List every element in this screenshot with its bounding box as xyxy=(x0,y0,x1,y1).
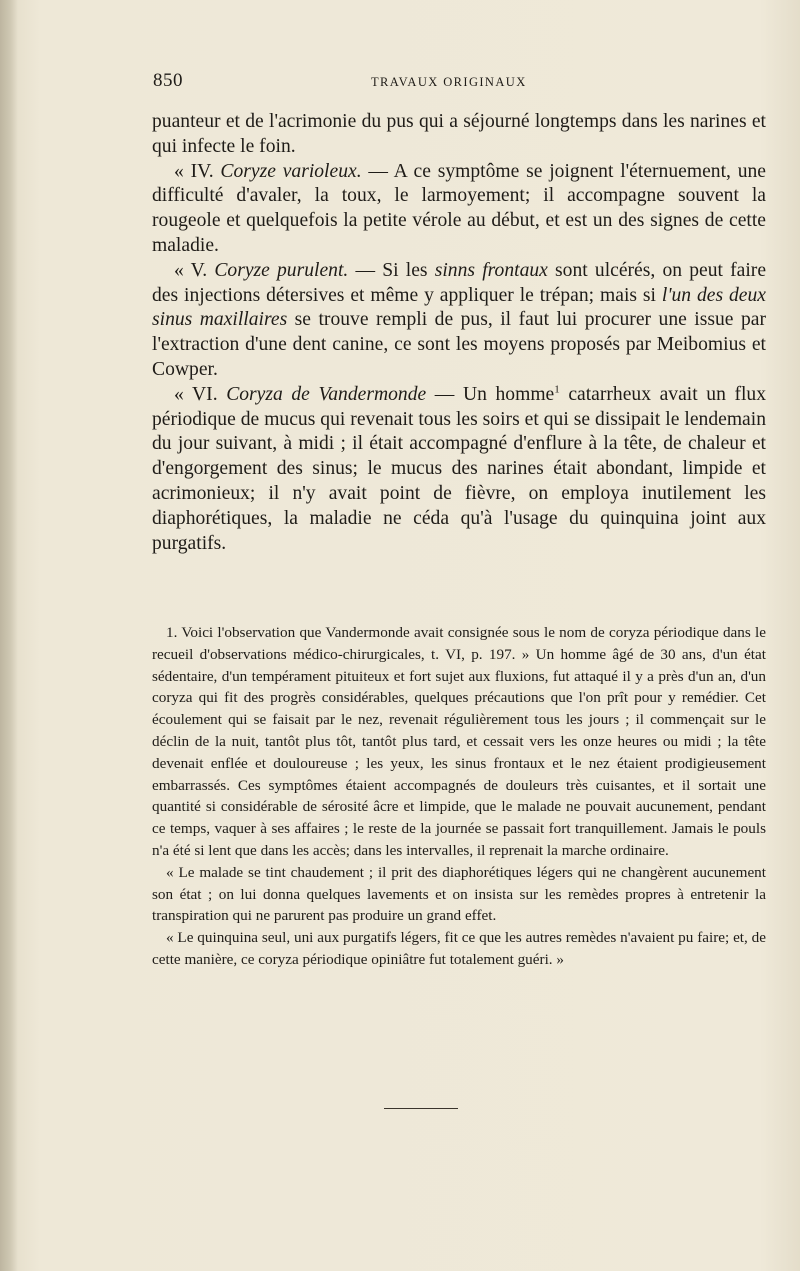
section-heading: Coryza de Vandermonde xyxy=(226,383,427,405)
paragraph-coryze-varioleux xyxy=(152,160,766,259)
section-number: « IV. xyxy=(174,160,221,182)
paragraph-text: — A ce symptôme se joignent l'éternuement, une difficulté d'avaler, la toux, le larmoyement; il accompagne souvent la rougeole et quelquefois la petite vérole au début, et est un des signes de cette maladie. xyxy=(152,160,766,256)
binding-edge xyxy=(0,0,18,1271)
footnote-marker: 1 xyxy=(554,383,560,396)
closing-rule xyxy=(384,1108,458,1109)
footnotes xyxy=(152,622,766,971)
section-number: « V. xyxy=(174,259,215,281)
paragraph-text: sont ulcérés, on peut faire des injections détersives et même y appliquer le trépan; mais si xyxy=(152,259,767,306)
italic-term: l'un des deux sinus maxillaires xyxy=(152,284,766,331)
paragraph-text: un flux périodique de mucus qui revenait tous les soirs et qui se dissipait le lendemain du jour suivant, à midi ; il était accompagné d'enflure à la tête, de chaleur et d'engorgement des sinus; le mucus des narines était abondant, limpide et acrimonieux; il n'y avait point de fièvre, on employa inutilement les diaphorétiques, la maladie ne céda qu'à l'usage du quinquina joint aux purgatifs. xyxy=(152,383,767,554)
footnote-1: 1. Voici l'observation que Vandermonde avait consignée sous le nom de coryza périodique dans le recueil d'observations médico-chirurgicales, t. VI, p. 197. » Un homme âgé de 30 ans, d'un état sédentaire, d'un tempérament pituiteux et fort sujet aux fluxions, fut attaqué il y a près d'un an, d'un coryza qui fit des progrès considérables, quelques précautions que l'on prît pour y remédier. Cet écoulement qui se faisait par le nez, revenait régulièrement tous les jours ; il commençait sur le déclin de la nuit, tantôt plus tôt, tantôt plus tard, et cessait vers les onze heures ou midi ; la tête devenait enflée et douloureuse ; les yeux, les sinus frontaux et le nez étaient prodigieusement embarrassés. Ces symptômes étaient accompagnés de douleurs très cuisantes, et il sortait une quantité si considérable de sérosité âcre et limpide, que le malade ne pouvait aucunement, pendant ce temps, vaquer à ses affaires ; le reste de la journée se passait fort tranquillement. Jamais le pouls n'a été si lent que dans les accès; dans les intervalles, il reprenait la marche ordinaire. xyxy=(152,624,766,859)
main-text xyxy=(152,110,766,556)
paragraph-text: puanteur et de l'acrimonie du pus qui a séjourné longtemps dans les narines et qui infecte le foin. xyxy=(152,111,766,157)
paragraph-text: — Un homme xyxy=(426,383,555,405)
footnote-continuation: « Le quinquina seul, uni aux purgatifs légers, fit ce que les autres remèdes n'avaient pu faire; et, de cette manière, ce coryza périodique opiniâtre fut totalement guéri. » xyxy=(152,929,766,968)
paragraph-coryza-vandermonde xyxy=(152,383,766,557)
section-heading: Coryze purulent. xyxy=(214,259,349,281)
running-head xyxy=(153,70,765,100)
paragraph-text: — Si les xyxy=(348,259,435,281)
paragraph-text: catarrheux avait xyxy=(559,383,698,405)
page-number: 850 xyxy=(153,70,183,91)
section-number: « VI. xyxy=(174,383,227,405)
paragraph-continuation xyxy=(152,110,766,160)
footnote-continuation: « Le malade se tint chaudement ; il prit des diaphorétiques légers qui ne changèrent aucunement son état ; on lui donna quelques lavements et on insista sur les remèdes propres à entretenir la transpiration qui ne parurent pas produire un grand effet. xyxy=(152,863,766,925)
italic-term: sinns frontaux xyxy=(434,259,548,281)
paragraph-text: se trouve rempli de pus, il faut lui procurer une issue par l'extraction d'une dent canine, ce sont les moyens proposés par Meibomius et Cowper. xyxy=(152,309,766,380)
section-heading: Coryze varioleux. xyxy=(220,160,362,182)
running-title: TRAVAUX ORIGINAUX xyxy=(371,75,527,89)
paragraph-coryze-purulent xyxy=(152,259,766,383)
